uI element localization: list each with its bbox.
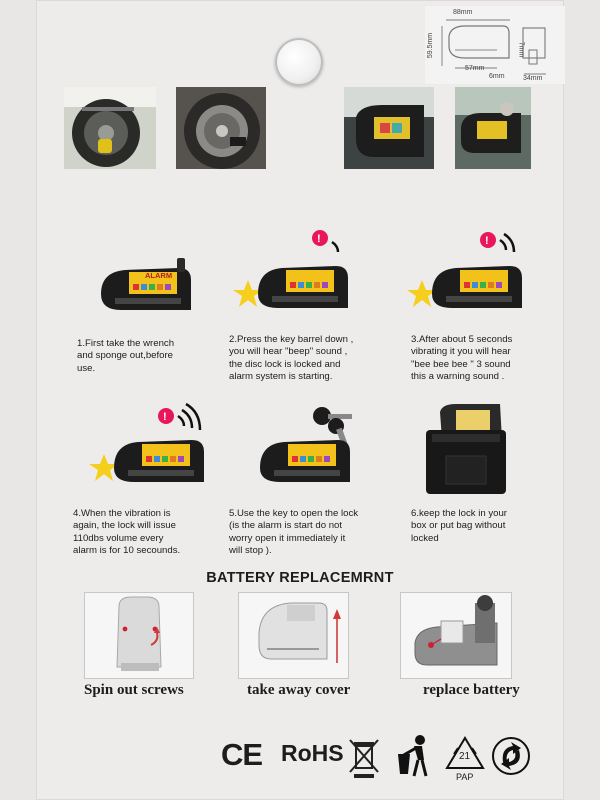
svg-text:!: !: [317, 233, 321, 245]
photo-lock-closeup: [344, 87, 434, 169]
recycle-pap-icon: [442, 734, 488, 782]
dim-pin-height: 7mm: [517, 41, 525, 58]
dim-height-left: 59.5mm: [427, 32, 435, 59]
weee-bin-icon: [348, 738, 380, 780]
battery-step-2-frame: [238, 592, 349, 679]
tidyman-icon: [392, 734, 434, 780]
green-dot-icon: [491, 736, 531, 776]
step-3-illustration: [402, 228, 532, 320]
rohs-mark: RoHS: [281, 740, 344, 766]
alarm-lock-key-icon: [250, 402, 370, 494]
battery-step-2-caption: take away cover: [247, 682, 351, 698]
step-4-illustration: [88, 402, 218, 494]
photo-motorcycle-disc: [176, 87, 266, 169]
step-1-text: 1.First take the wrench and sponge out,before use.: [77, 338, 175, 374]
alarm-lock-vibrate-icon: [402, 228, 532, 320]
photo-scooter-wheel-lock: [64, 87, 156, 169]
step-2-text: 2.Press the key barrel down , you will hear "beep" sound , the disc lock is locked and alarm system is starting.: [229, 334, 354, 383]
alarm-lock-icon: [95, 258, 205, 322]
battery-section-title: BATTERY REPLACEMRNT: [206, 570, 394, 586]
step-1-illustration: [95, 258, 205, 322]
dim-width-top: 88mm: [453, 9, 473, 16]
replace-battery-illustration: [401, 593, 511, 678]
photo-lock-on-bike: [455, 87, 531, 169]
dim-bottom-width: 57mm: [465, 65, 485, 72]
battery-step-3-caption: replace battery: [423, 682, 520, 698]
step-3-text: 3.After about 5 seconds vibrating it you will hear "bee bee bee " 3 sound this a warning sound .: [411, 334, 513, 383]
alarm-lock-beep-icon: [228, 228, 358, 320]
lock-in-pouch-icon: [422, 400, 512, 498]
dim-slot: 6mm: [489, 73, 505, 80]
dim-side: 34mm: [523, 75, 543, 82]
svg-text:!: !: [485, 235, 489, 247]
pap-label: PAP: [456, 772, 474, 782]
battery-step-3-frame: [400, 592, 512, 679]
take-away-cover-illustration: [239, 593, 348, 678]
pap-number: 21: [459, 751, 471, 762]
hang-hole: [275, 38, 323, 86]
battery-step-1-caption: Spin out screws: [84, 682, 184, 698]
step-2-illustration: [228, 228, 358, 320]
step-6-text: 6.keep the lock in your box or put bag without locked: [411, 508, 507, 544]
dimension-diagram: [425, 6, 565, 84]
ce-mark: CE: [221, 737, 263, 772]
step-4-text: 4.When the vibration is again, the lock will issue 110dbs volume every alarm is for 10 secounds.: [73, 508, 181, 557]
step-5-illustration: [250, 402, 370, 494]
spin-out-screws-illustration: [85, 593, 193, 678]
alarm-lock-siren-icon: [88, 402, 218, 494]
step-5-text: 5.Use the key to open the lock (is the alarm is start do not worry open it immediately it will stop ).: [229, 508, 359, 557]
svg-text:!: !: [163, 411, 167, 423]
lock-label: ALARM: [145, 271, 173, 280]
battery-step-1-frame: [84, 592, 194, 679]
step-6-illustration: [422, 400, 512, 498]
